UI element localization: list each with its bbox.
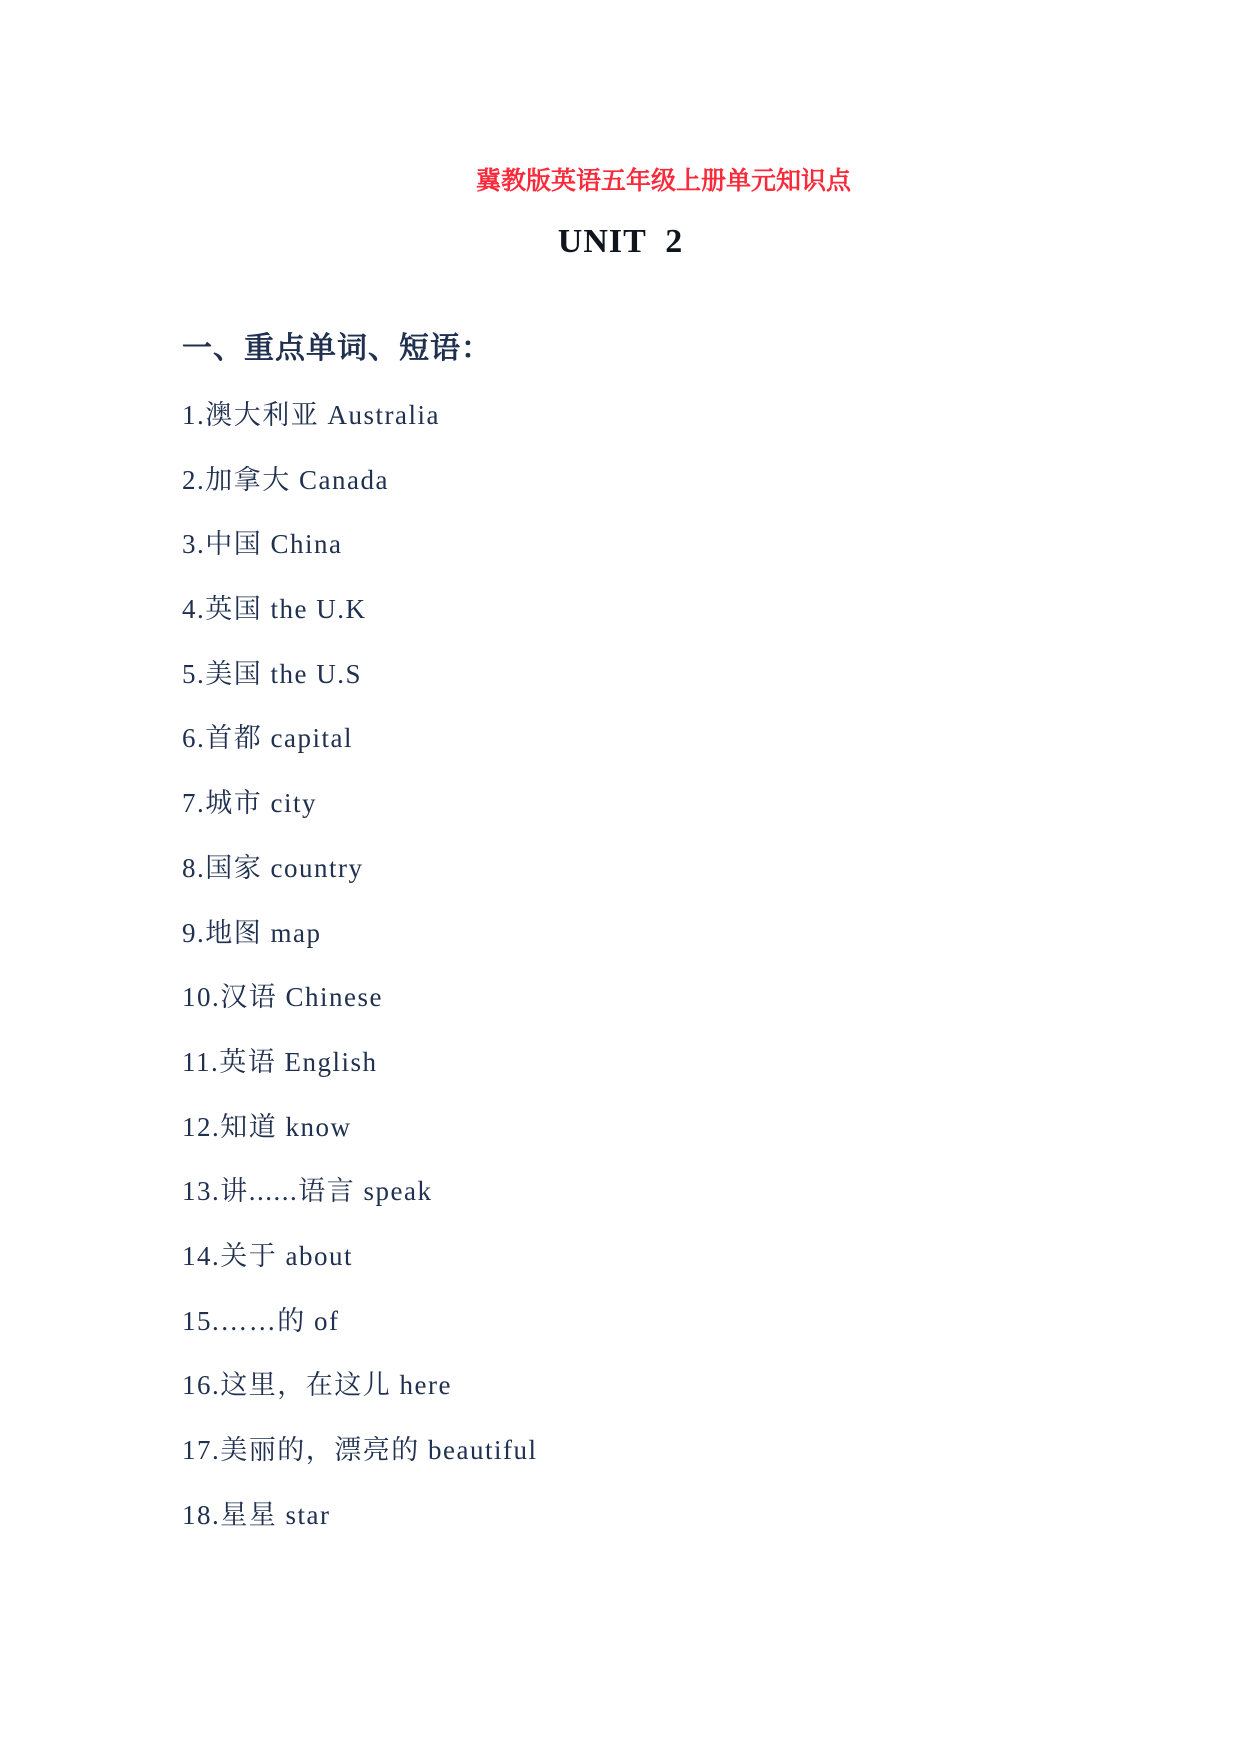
word-item-4: 4.英国 the U.K bbox=[182, 594, 367, 625]
word-item-9: 9.地图 map bbox=[182, 917, 322, 948]
word-item-11: 11.英语 English bbox=[182, 1046, 378, 1077]
word-item-7: 7.城市 city bbox=[182, 788, 317, 819]
word-item-1: 1.澳大利亚 Australia bbox=[182, 400, 440, 430]
unit-title: UNIT 2 bbox=[557, 223, 684, 260]
word-item-12: 12.知道 know bbox=[182, 1111, 352, 1142]
word-item-13: 13.讲......语言 speak bbox=[182, 1176, 433, 1207]
word-item-15: 15.……的 of bbox=[182, 1305, 340, 1336]
word-list bbox=[182, 398, 1141, 1562]
word-item-17: 17.美丽的，漂亮的 beautiful bbox=[182, 1435, 538, 1465]
word-item-16: 16.这里，在这儿 here bbox=[182, 1370, 452, 1401]
word-item-5: 5.美国 the U.S bbox=[182, 658, 362, 689]
word-item-14: 14.关于 about bbox=[182, 1240, 353, 1271]
document-title: 冀教版英语五年级上册单元知识点 bbox=[476, 166, 852, 195]
word-item-3: 3.中国 China bbox=[182, 529, 343, 560]
word-item-2: 2.加拿大 Canada bbox=[182, 464, 389, 495]
section-heading-key-words: 一、重点单词、短语： bbox=[182, 332, 492, 365]
word-item-8: 8.国家 country bbox=[182, 852, 364, 883]
word-item-6: 6.首都 capital bbox=[182, 723, 353, 754]
word-item-10: 10.汉语 Chinese bbox=[182, 982, 383, 1013]
word-item-18: 18.星星 star bbox=[182, 1499, 331, 1530]
